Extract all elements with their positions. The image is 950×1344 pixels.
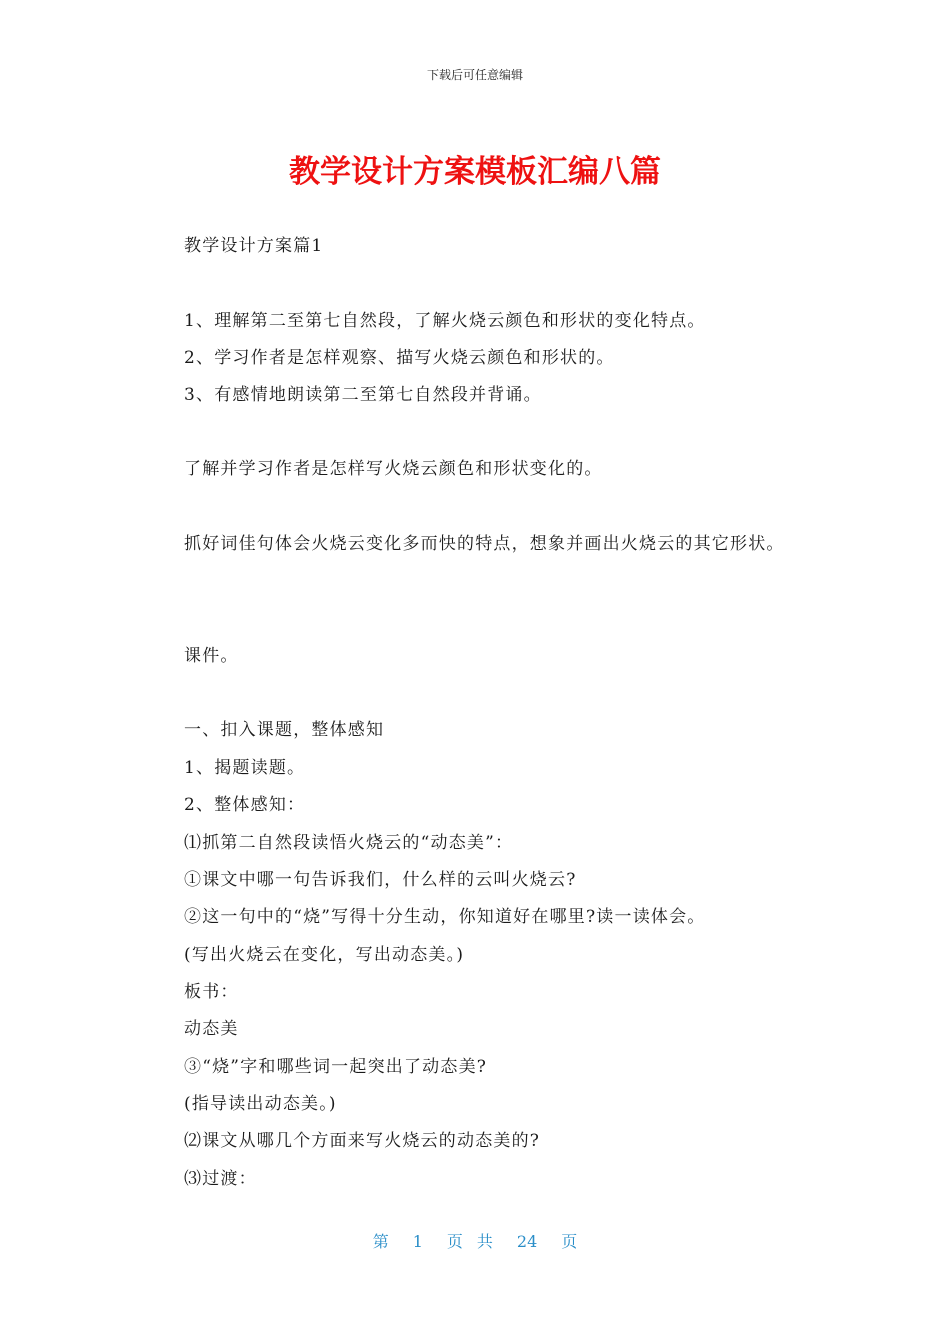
step-heading: 一、扣入课题，整体感知 <box>184 720 385 740</box>
key-point: 了解并学习作者是怎样写火烧云颜色和形状变化的。 <box>184 459 603 479</box>
step-item: 板书： <box>184 982 239 1002</box>
difficulty-point: 抓好词佳句体会火烧云变化多而快的特点，想象并画出火烧云的其它形状。 <box>184 534 785 554</box>
step-item: 动态美 <box>184 1019 239 1039</box>
step-item: 2、整体感知： <box>184 795 306 815</box>
footer-total-unit: 页 <box>561 1232 578 1251</box>
step-item: ③“烧”字和哪些词一起突出了动态美? <box>184 1057 488 1077</box>
footer-page-unit: 页 <box>446 1232 463 1251</box>
step-item: (写出火烧云在变化，写出动态美。) <box>184 945 465 965</box>
header-note: 下载后可任意编辑 <box>426 68 523 82</box>
footer-page-number: 1 <box>412 1232 423 1251</box>
footer-total-pages: 24 <box>516 1232 538 1251</box>
footer-total-label: 共 <box>476 1232 493 1251</box>
objective-item: 3、有感情地朗读第二至第七自然段并背诵。 <box>184 385 542 405</box>
step-item: 1、揭题读题。 <box>184 758 306 778</box>
page-footer <box>0 1229 950 1252</box>
section-heading: 教学设计方案篇1 <box>184 236 324 256</box>
footer-page-label: 第 <box>372 1232 389 1251</box>
objective-item: 1、理解第二至第七自然段，了解火烧云颜色和形状的变化特点。 <box>184 311 706 331</box>
step-item: (指导读出动态美。) <box>184 1094 337 1114</box>
step-item: ②这一句中的“烧”写得十分生动，你知道好在哪里?读一读体会。 <box>184 907 706 927</box>
materials: 课件。 <box>184 646 239 666</box>
document-title: 教学设计方案模板汇编八篇 <box>289 154 661 190</box>
step-item: ⑵课文从哪几个方面来写火烧云的动态美的? <box>184 1131 541 1151</box>
step-item: ⑴抓第二自然段读悟火烧云的“动态美”： <box>184 833 514 853</box>
step-item: ①课文中哪一句告诉我们，什么样的云叫火烧云? <box>184 870 577 890</box>
step-item: ⑶过渡： <box>184 1169 257 1189</box>
objective-item: 2、学习作者是怎样观察、描写火烧云颜色和形状的。 <box>184 348 615 368</box>
